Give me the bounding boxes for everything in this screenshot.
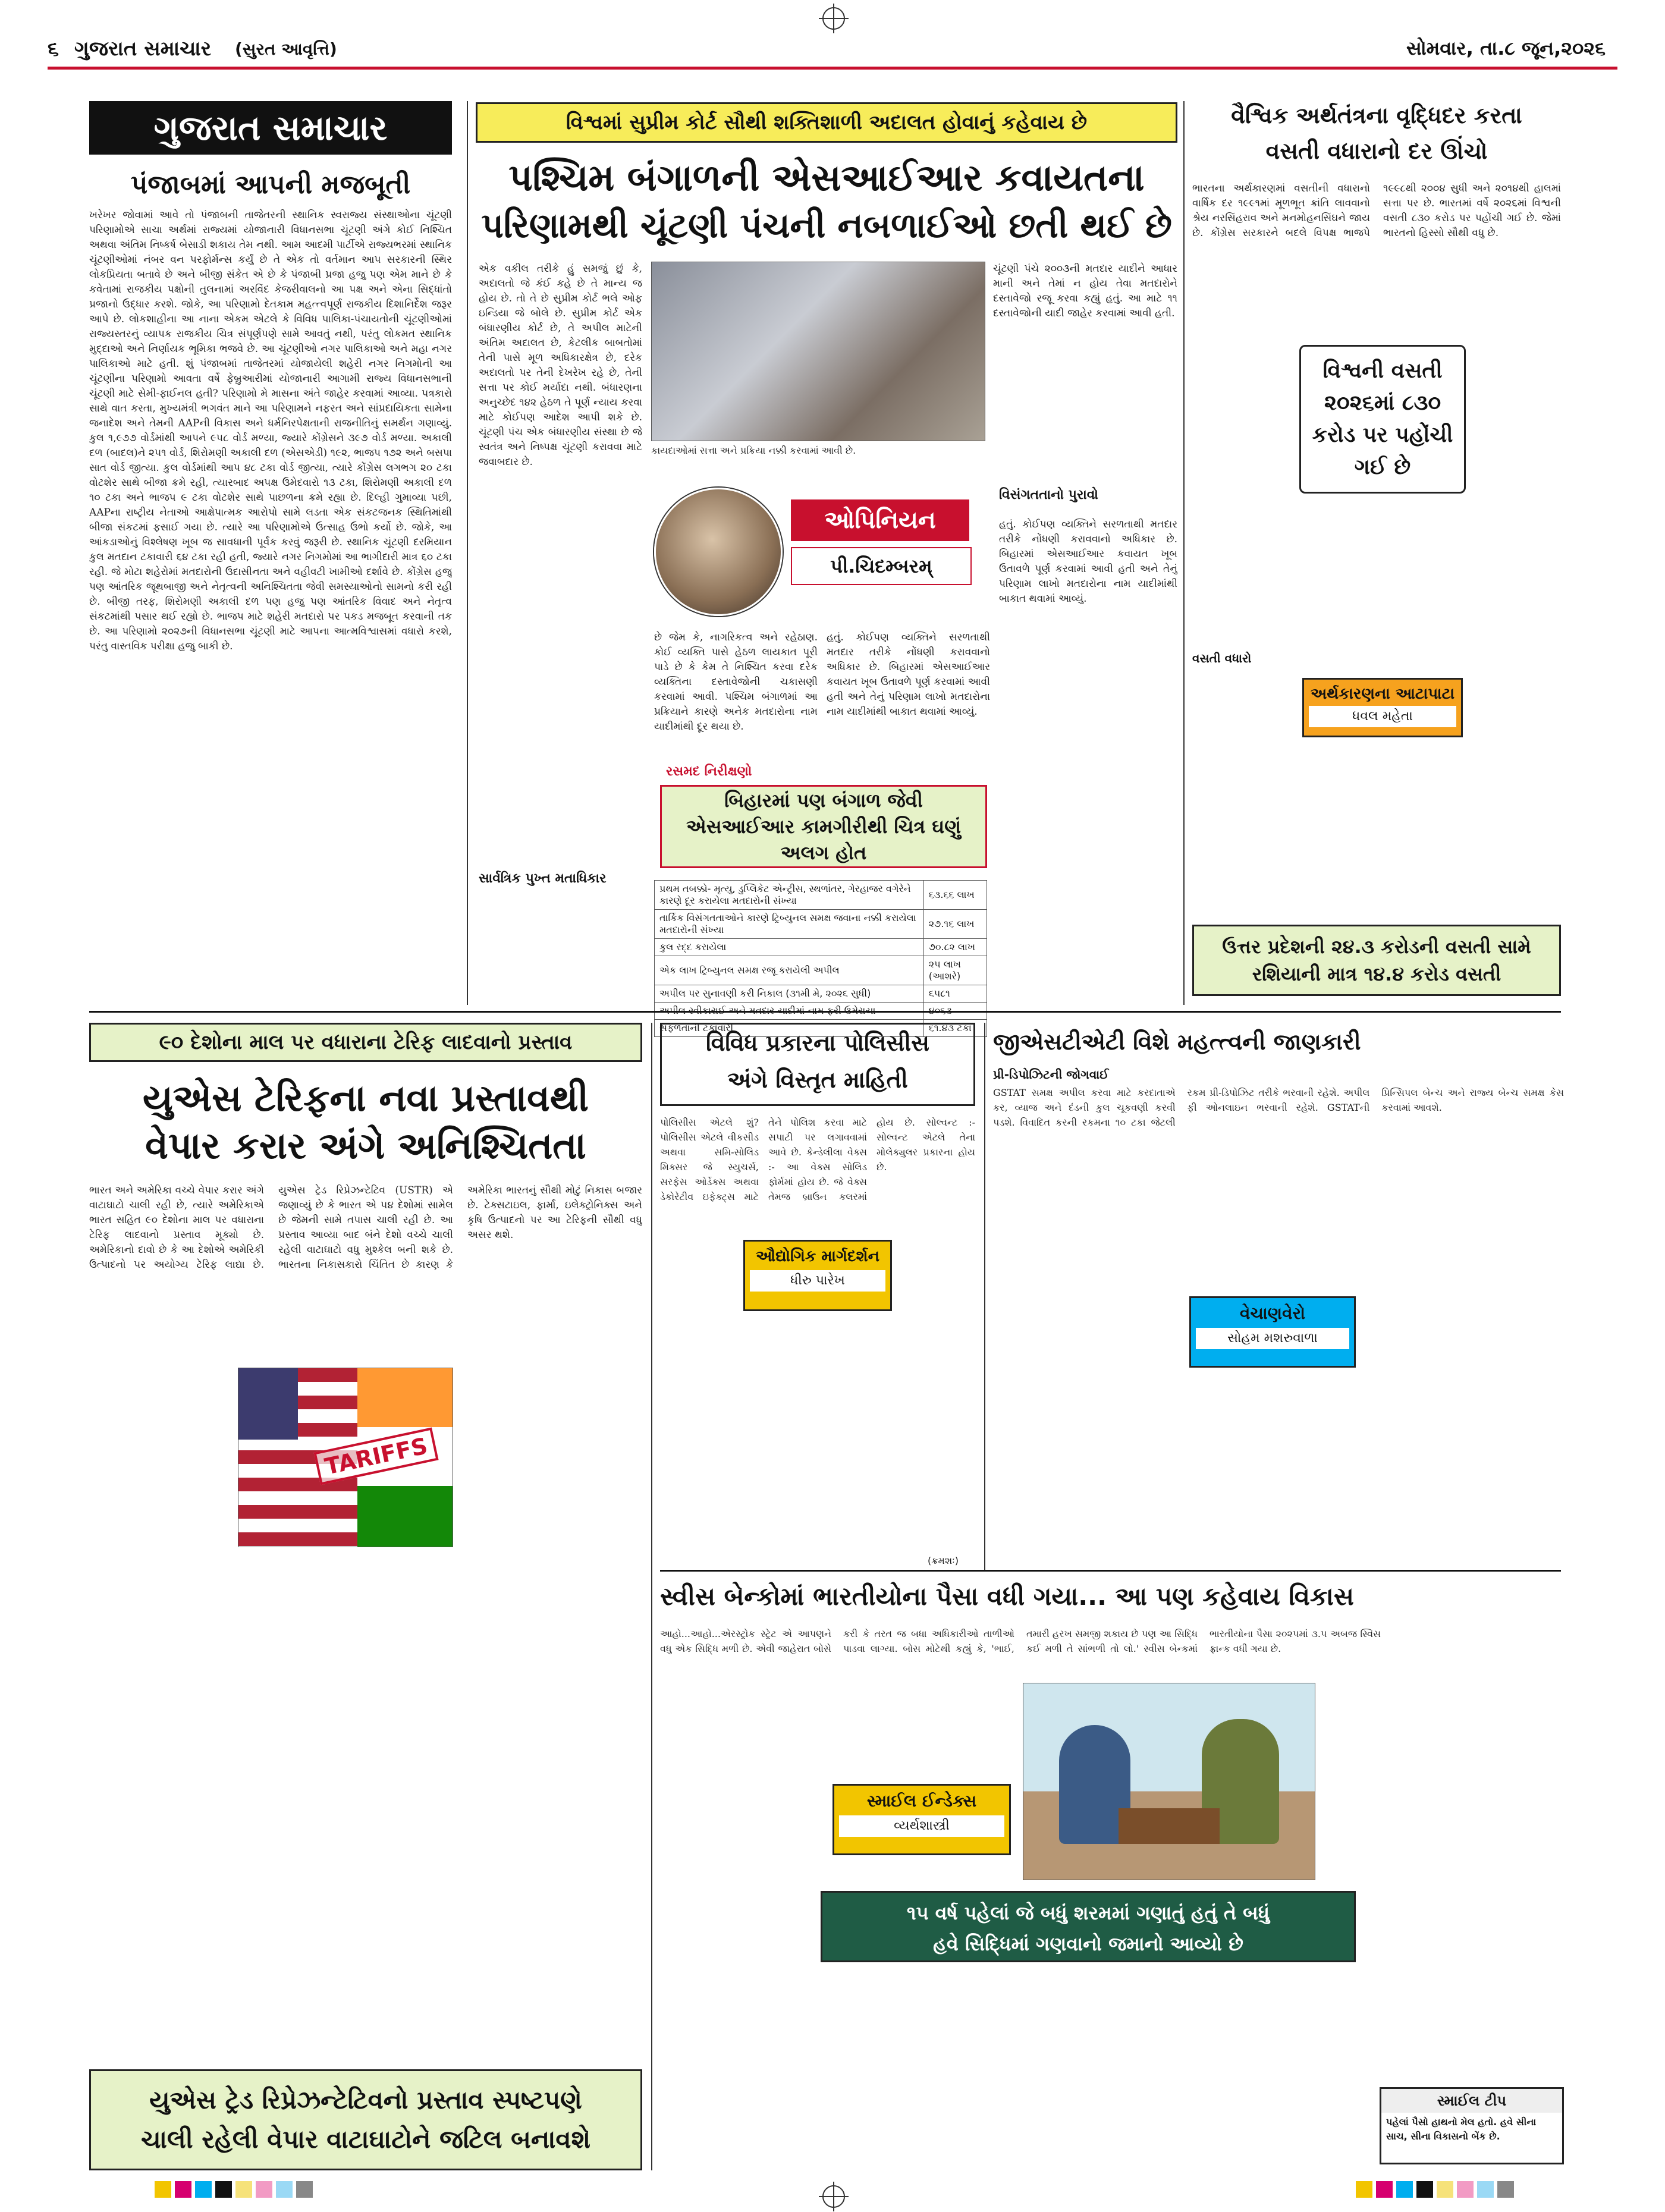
swatch-13	[1437, 2181, 1453, 2198]
facts-value: ૨૫ લાખ (આશરે)	[923, 956, 987, 985]
facts-row	[655, 881, 987, 910]
facts-value: ૬૧.૪૩ ટકા	[923, 1020, 987, 1037]
header-rule	[48, 67, 1617, 70]
mid-rule	[89, 1011, 1561, 1013]
facts-table	[654, 880, 987, 1037]
opinion-label: ઓપિનિયન	[791, 499, 969, 541]
facts-label: સફળતાની ટકાવારી	[655, 1020, 924, 1037]
swiss-pull-2: હવે સિદ્ધિમાં ગણવાનો જમાનો આવ્યો છે	[933, 1933, 1243, 1955]
pull-quote-text: બિહારમાં પણ બંગાળ જેવી એસઆઈઆર કામગીરીથી ચિત્ર ઘણું અલગ હોત	[686, 789, 961, 864]
facts-row	[655, 910, 987, 939]
swatch-2	[175, 2181, 191, 2198]
population-headline-1: વૈશ્વિક અર્થતંત્રના વૃદ્ધિદર કરતા	[1231, 102, 1522, 128]
news-photo	[651, 262, 985, 441]
page-number: ૬	[48, 37, 59, 61]
pull-quote-box	[660, 785, 987, 868]
swatch-10	[1376, 2181, 1393, 2198]
lower-rule	[660, 1570, 1561, 1572]
col-divider-4	[984, 1023, 985, 1570]
facts-value: ૬૫૮૧	[923, 985, 987, 1003]
population-subhead: વસતી વધારો	[1192, 651, 1252, 665]
population-bottom-box	[1192, 925, 1561, 996]
editorial-title: પંજાબમાં આપની મજબૂતી	[130, 169, 411, 200]
swatch-1	[155, 2181, 171, 2198]
subhead-universal-franchise: સાર્વત્રિક પુખ્ત મતાધિકાર	[479, 871, 607, 886]
swiss-cartoon	[1023, 1683, 1315, 1880]
tariff-bottom-box	[89, 2069, 642, 2170]
policies-column-badge	[743, 1240, 892, 1311]
tariff-bottom-1: યુએસ ટ્રેડ રિપ્રેઝન્ટેટિવનો પ્રસ્તાવ સ્પષ્ટપણે	[149, 2085, 582, 2114]
tariff-headline-1: યુએસ ટેરિફના નવા પ્રસ્તાવથી	[142, 1076, 589, 1120]
swatch-5	[235, 2181, 252, 2198]
tariff-stamp: TARIFFS	[313, 1428, 438, 1485]
facts-label: એક લાખ ટ્રિબ્યુનલ સમક્ષ રજૂ કરાયેલી અપીલ	[655, 956, 924, 985]
swatch-14	[1457, 2181, 1474, 2198]
top-story-col-5: હતું. કોઈપણ વ્યક્તિને સરળતાથી મતદાર તરીકે નોંધણી કરાવવાનો અધિકાર છે. બિહારમાં એસઆઈઆર કવાયત ખૂબ ઉતાવળે પૂર્ણ કરવામાં આવી હતી અને તેનું પરિણામ લાખો મતદારોના નામ યાદીમાંથી બાકાત થવામાં આવ્યું.	[999, 519, 1177, 605]
policies-headline-box	[660, 1023, 975, 1106]
column-label: અર્થકારણના આટાપાટા	[1310, 685, 1455, 703]
swiss-pull-1: ૧૫ વર્ષ પહેલાં જે બધું શરમમાં ગણાતું હતું તે બધું	[906, 1902, 1270, 1924]
callout-text: વિશ્વની વસતી ૨૦૨૬માં ૮૩૦ કરોડ પર પહોંચી ગઈ છે	[1312, 359, 1453, 479]
population-headline-2: વસતી વધારાનો દર ઊંચો	[1265, 138, 1488, 164]
facts-label: પ્રથમ તબક્કો- મૃત્યુ, ડુપ્લિકેટ એન્ટ્રીસ, સ્થળાંતર, ગેરહાજર વગેરેને કારણે દૂર કરાયેલા મતદારોની સંખ્યા	[655, 881, 924, 910]
swatch-6	[256, 2181, 272, 2198]
issue-date: સોમવાર, તા.૮ જૂન,૨૦૨૬	[1406, 37, 1606, 59]
swiss-body: આહો...આહો...એરસ્ટ્રોક સ્ટ્રેટ એ આપણને વધુ એક સિદ્ધિ મળી છે. એવી જાહેરાત બોસે કરી કે તરત જ બધા અધિકારીઓ તાળીઓ પાડવા લાગ્યા. બોસ મોટેથી કહ્યું કે, 'ભાઈ, તમારી હરખ સમજી શકાય છે પણ આ સિદ્ધિ કઈ મળી તે સાંભળી તો લો.' સ્વીસ બેન્કમાં ભારતીયોના પૈસા ૨૦૨૫માં ૩.૫ અબજ સ્વિસ ફ્રાન્ક વધી ગયા છે.	[660, 1628, 1381, 1654]
swiss-column-badge	[832, 1784, 1011, 1855]
cartoon-table	[1119, 1808, 1220, 1844]
swatch-7	[276, 2181, 293, 2198]
policies-column-label: ઔદ્યોગિક માર્ગદર્શન	[756, 1248, 879, 1265]
photo-caption: કાયદાઓમાં સત્તા અને પ્રક્રિયા નક્કી કરવામાં આવી છે.	[651, 445, 856, 456]
facts-label: તાર્કિક વિસંગતતાઓને કારણે ટ્રિબ્યુનલ સમક્ષ જવાના નક્કી કરાયેલા મતદારોની સંખ્યા	[655, 910, 924, 939]
facts-label: કુલ રદ્દ કરાયેલા	[655, 939, 924, 956]
gst-column-label: વેચાણવેરો	[1239, 1303, 1306, 1323]
editorial-body: ખરેખર જોવામાં આવે તો પંજાબની તાજેતરની સ્થાનિક સ્વરાજ્ય સંસ્થાઓના ચૂંટણી પરિણામોએ સાચા અર્થમાં રાજ્યમાં યોજાનારી વિધાનસભા ચૂંટણી અંગે કોઈ નિશ્ચિત અથવા અંતિમ નિષ્કર્ષ બેસાડી શકાય તેમ નથી. આમ આદમી પાર્ટીએ રાજ્યભરમાં સ્થાનિક ચૂંટણીઓમાં નંબર વન પરફોર્મન્સ કર્યું છે તે એક તો વર્તમાન આપ સરકારની સ્થિર લોકપ્રિયતા બતાવે છે અને બીજી સંકેત એ છે કે પંજાબી પ્રજા હજુ પણ એમ માને છે કે કવેતામાં રાજકીય પક્ષોની તુલનામાં અરવિંદ કેજરીવાલનો આ પક્ષ અને એના સિદ્ધાંતો પ્રજાનો ઉદ્ધાર કરશે. જોકે, આ પરિણામો દેતકામ મહત્ત્વપૂર્ણ રાજકીય દિશાનિર્દેશ જરૂર આપે છે. લોકશાહીના આ નાના એકમ એટલે કે વિવિધ પાલિકા-પંચાયતોની ચૂંટણીઓમાં રાજ્યસ્તરનું વ્યાપક રાજકીય ચિત્ર સંપૂર્ણપણે સામે આવતું નથી, પરંતુ લોકમત સ્થાનિક મુદ્દાઓ અને નિર્ણાયક ભૂમિકા ભજવે છે. આ ચૂંટણીઓ નગર પાલિકાઓ અને મહા નગર પાલિકાઓ માટે હતી. શું પંજાબમાં તાજેતરમાં યોજાયેલી શહેરી નગર નિગમોની આ ચૂંટણીના પરિણામો આવતા વર્ષે ફેબ્રુઆરીમાં યોજાનારી આગામી રાજ્ય વિધાનસભાની ચૂંટણી માટે સેમી-ફાઈનલ હતી? પરિણામો મે માસના અંતે જાહેર કરવામાં આવ્યા. પત્રકારો સાથે વાત કરતા, મુખ્યમંત્રી ભગવંત માને આ પરિણામને નફરત અને સાંપ્રદાયિકતા સામેના જનાદેશ અને તેમની AAPની વિકાસ અને ધર્મનિરપેક્ષતાની રાજનીતિનું સમર્થન ગણાવ્યું. કુલ ૧,૯૭૭ વોર્ડમાંથી આપને ૯૫૮ વોર્ડ મળ્યા, જ્યારે કોંગ્રેસને ૩૯૭ વોર્ડ મળ્યા. અકાલી દળ (બાદલ)ને ૨૫૧ વોર્ડ, શિરોમણી અકાલી દળ (એસએડી) ૧૯૨, ભાજપ ૧૭૨ અને બસપા સાત વોર્ડ જીત્યા. કુલ વોર્ડમાંથી આપ ૪૮ ટકા વોર્ડ જીત્યા, ત્યારે કોંગ્રેસ લગભગ ૨૦ ટકા વોટશેર સાથે બીજા ક્રમે રહી, ત્યારબાદ અપક્ષ ઉમેદવારો ૧૩ ટકા, શિરોમણી અકાલી દળ ૧૦ ટકા અને ભાજપ ૯ ટકા વોટશેર સાથે પાછળના ક્રમે રહ્યા છે. દિલ્હી ગુમાવ્યા પછી, AAPના રાષ્ટ્રીય નેતાઓ આક્ષેપાત્મક આરોપો સામે લડતા એક સંકટજનક સ્થિતિમાંથી બીજા સંકટમાં ફસાઈ ગયા છે. ત્યારે આ પરિણામોએ ઉત્સાહ ઉભો કર્યો છે. જોકે, આ આંકડાઓનું વિશ્લેષણ ખૂબ જ સાવધાની પૂર્વક કરવું જરૂરી છે. સ્થાનિક ચૂંટણી દરમિયાન કુલ મતદાન ટકાવારી ૬૪ ટકા રહી હતી, જ્યારે નગર નિગમોમાં આ ભાગીદારી માત્ર ૬૦ ટકા રહી. જે મોટા શહેરોમાં મતદારોની ઉદાસીનતા અને વહીવટી ખામીઓ દર્શાવે છે. કોંગ્રેસ હજુ પણ આંતરિક જૂથબાજી અને નેતૃત્વની અનિશ્ચિતતા જેવી સમસ્યાઓનો સામનો કરી રહી છે. બીજી તરફ, શિરોમણી અકાલી દળ પણ હજુ પણ આંતરિક વિવાદ અને નેતૃત્વ સંકટમાંથી પસાર થઈ રહ્યો છે. ભાજપ માટે શહેરી મતદારો પર પકડ મજબૂત કરવાની તક છે. આ પરિણામો ૨૦૨૭ની વિધાનસભા ચૂંટણી માટે આપના આત્મવિશ્વાસમાં વધારો કરશે, પરંતુ વાસ્તવિક પરીક્ષા હજુ બાકી છે.	[89, 209, 452, 652]
policies-headline-2: અંગે વિસ્તૃત માહિતી	[727, 1067, 908, 1093]
tariff-kicker	[89, 1023, 642, 1062]
edition-label: (સુરત આવૃત્તિ)	[235, 39, 337, 59]
facts-row	[655, 939, 987, 956]
color-bar-bottom-left	[155, 2181, 316, 2200]
col-divider-3	[651, 1023, 652, 2170]
subhead-evidence: વિસંગતતાનો પુરાવો	[999, 488, 1098, 502]
swiss-headline: સ્વીસ બેન્કોમાં ભારતીયોના પૈસા વધી ગયા... આ પણ કહેવાય વિકાસ	[660, 1582, 1354, 1611]
tariff-image	[238, 1368, 453, 1547]
top-story-col-2: છે જેમ કે, નાગરિકત્વ અને રહેઠાણ. કોઈ વ્યક્તિ પાસે હેઠળ લાયકાત પૂરી પાડે છે કે કેમ તે નિશ્ચિત કરવા દરેક વ્યક્તિના દસ્તાવેજોની ચકાસણી કરવામાં આવી. પશ્ચિમ બંગાળમાં આ પ્રક્રિયાને કારણે અનેક મતદારોના નામ યાદીમાંથી દૂર થયા છે.	[654, 631, 818, 733]
top-story-col-4: હતું. કોઈપણ વ્યક્તિને સરળતાથી મતદાર તરીકે નોંધણી કરાવવાનો અધિકાર છે. બિહારમાં એસઆઈઆર કવાયત ખૂબ ઉતાવળે પૂર્ણ કરવામાં આવી હતી અને તેનું પરિણામ લાખો મતદારોના નામ યાદીમાંથી બાકાત થવામાં આવ્યું.	[827, 631, 990, 718]
facts-value: ૨૭.૧૬ લાખ	[923, 910, 987, 939]
facts-row	[655, 985, 987, 1003]
swatch-3	[195, 2181, 212, 2198]
tariff-body: ભારત અને અમેરિકા વચ્ચે વેપાર કરાર અંગે વાટાઘાટો ચાલી રહી છે, ત્યારે અમેરિકાએ ભારત સહિત ૯૦ દેશોના માલ પર વધારાના ટેરિફ લાદવાનો પ્રસ્તાવ મૂક્યો છે. અમેરિકાનો દાવો છે કે આ દેશોએ અમેરિકી ઉત્પાદનો પર અયોગ્ય ટેરિફ લાદ્યા છે. યુએસ ટ્રેડ રિપ્રેઝન્ટેટિવ (USTR) એ જણાવ્યું છે કે ભારત એ ૫૪ દેશોમાં સામેલ છે જેમની સામે તપાસ ચાલી રહી છે. આ પ્રસ્તાવ આવ્યા બાદ બંને દેશો વચ્ચે ચાલી રહેલી વાટાઘાટો વધુ મુશ્કેલ બની શકે છે. ભારતના નિકાસકારો ચિંતિત છે કારણ કે અમેરિકા ભારતનું સૌથી મોટું નિકાસ બજાર છે. ટેક્સટાઇલ, ફાર્મા, ઇલેક્ટ્રોનિક્સ અને કૃષિ ઉત્પાદનો પર આ ટેરિફની સૌથી વધુ અસર થશે.	[89, 1184, 642, 1271]
top-story-col-1: એક વકીલ તરીકે હું સમજું છું કે, અદાલતો જે કંઈ કહે છે તે માન્ય જ હોય છે. તો તે છે સુપ્રીમ કોર્ટ ભલે ઓફ ઇન્ડિયા જે બોલે છે. સુપ્રીમ કોર્ટ એક બંધારણીય કોર્ટ છે, તે અપીલ માટેની અંતિમ અદાલત છે, કેટલીક બાબતોમાં તેની પાસે મૂળ અધિકારક્ષેત્ર છે, દરેક અદાલતો પર તેની દેખરેખ રહે છે, તેની સત્તા પર કોઈ મર્યાદા નથી. બંધારણના અનુચ્છેદ ૧૪૨ હેઠળ તે પૂર્ણ ન્યાય કરવા માટે કોઈપણ આદેશ આપી શકે છે. ચૂંટણી પંચ એક બંધારણીય સંસ્થા છે જે સ્વતંત્ર અને નિષ્પક્ષ ચૂંટણી કરાવવા માટે જવાબદાર છે.	[479, 263, 642, 468]
column-author: ધવલ મહેતા	[1309, 706, 1456, 727]
gst-body: GSTAT સમક્ષ અપીલ કરવા માટે કરદાતાએ કર, વ્યાજ અને દંડની કુલ ચૂકવણી કરવી પડશે. વિવાદિત કરની રકમના ૧૦ ટકા જેટલી રકમ પ્રી-ડિપોઝિટ તરીકે ભરવાની રહેશે. અપીલ ફી ઓનલાઇન ભરવાની રહેશે. GSTATની પ્રિન્સિપલ બેન્ચ અને રાજ્ય બેન્ચ સમક્ષ કેસ કરવામાં આવશે.	[993, 1087, 1564, 1128]
top-story-headline-2: પરિણામથી ચૂંટણી પંચની નબળાઈઓ છતી થઈ છે	[481, 205, 1172, 246]
smile-tip-box	[1380, 2087, 1564, 2164]
color-bar-bottom-right	[1356, 2181, 1518, 2200]
tariff-bottom-2: ચાલી રહેલી વેપાર વાટાઘાટોને જટિલ બનાવશે	[141, 2125, 590, 2154]
policies-body: પોલિસીસ એટલે શું? પોલિસીસ એટલે વીકસીડ અથવા સમિ-સોલિડ મિક્સર જે સ્યુચર્સ, સરફેસ ઓર્ડેક્સ અથવા ડેકોરેટીવ ઇફેક્ટ્સ માટે તેને પોલિશ કરવા માટે સપાટી પર લગાવવામાં આવે છે. કેન્ડેલીલા વેક્સ :- આ વેક્સ સોલિડ ફોર્મમાં હોય છે. જે વેક્સ તેમજ બ્રાઉન કલરમાં હોય છે. સોલ્વન્ટ :- સોલ્વન્ટ એટલે તેના મોલેક્યુલર પ્રકારના હોય છે.	[660, 1117, 975, 1202]
facts-row	[655, 956, 987, 985]
column-badge-arthkaran	[1302, 678, 1463, 737]
swatch-12	[1416, 2181, 1433, 2198]
facts-label: અપીલ પર સુનાવણી કરી નિકાલ (૩૧મી મે, ૨૦૨૬ સુધી)	[655, 985, 924, 1003]
population-body: ભારતના અર્થકારણમાં વસતીની વધારાનો વાર્ષિક દર ૧૯૯૧માં મૂળભૂત ક્રાંતિ લાવવાનો શ્રેય નરસિંહરાવ અને મનમોહનસિંઘને જાય છે. કોંગ્રેસ સરકારને બદલે વિપક્ષ ભાજપે ૧૯૯૮થી ૨૦૦૪ સુધી અને ૨૦૧૪થી હાલમાં સત્તા પર છે. ભારતમાં વર્ષે ૨૦૨૬માં વિશ્વની વસતી ૮૩૦ કરોડ પર પહોંચી ગઈ છે. જેમાં ભારતનો હિસ્સો સૌથી વધુ છે.	[1192, 183, 1561, 239]
top-story-col-3: ચૂંટણી પંચે ૨૦૦૩ની મતદાર યાદીને આધાર માની અને તેમાં ન હોય તેવા મતદારોને દસ્તાવેજો રજૂ કરવા કહ્યું હતું. આ માટે ૧૧ દસ્તાવેજોની યાદી જાહેર કરવામાં આવી હતી.	[993, 263, 1177, 319]
tariff-kicker-text: ૯૦ દેશોના માલ પર વધારાના ટેરિફ લાદવાનો પ્રસ્તાવ	[159, 1030, 573, 1054]
swatch-4	[215, 2181, 232, 2198]
top-story-kicker	[476, 102, 1177, 143]
opinion-author: પી.ચિદમ્બરમ્	[791, 547, 972, 585]
masthead-text: ગુજરાત સમાચાર	[153, 107, 388, 148]
policies-headline-1: વિવિધ પ્રકારના પોલિસીસ	[706, 1030, 929, 1056]
swatch-16	[1497, 2181, 1514, 2198]
registration-mark-top	[822, 7, 845, 30]
swatch-15	[1477, 2181, 1494, 2198]
gst-column-badge	[1189, 1296, 1356, 1368]
col-divider-1	[467, 101, 468, 1005]
us-flag-canton	[238, 1368, 298, 1440]
top-story-headline-1: પશ્ચિમ બંગાળની એસઆઈઆર કવાયતના	[508, 156, 1145, 199]
col-divider-2	[1183, 101, 1185, 1005]
kicker-text: વિશ્વમાં સુપ્રીમ કોર્ટ સૌથી શક્તિશાળી અદાલત હોવાનું કહેવાય છે	[566, 111, 1088, 134]
subhead-observations: રસમદ નિરીક્ષણો	[666, 764, 752, 779]
gst-subhead: પ્રી-ડિપોઝિટની જોગવાઈ	[993, 1067, 1109, 1082]
facts-value: ૬૩.૬૬ લાખ	[923, 881, 987, 910]
smile-tip-label: સ્માઈલ ટીપ	[1381, 2089, 1562, 2113]
paper-name-small: ગુજરાત સમાચાર	[74, 37, 212, 61]
policies-author: ધીરુ પારેખ	[750, 1270, 885, 1292]
swiss-pull-quote	[821, 1891, 1356, 1962]
gst-author: સોહમ મશરુવાળા	[1196, 1328, 1349, 1349]
tariff-headline-2: વેપાર કરાર અંગે અનિશ્ચિતતા	[145, 1124, 586, 1167]
masthead	[89, 101, 452, 155]
population-bottom-text: ઉત્તર પ્રદેશની ૨૪.૩ કરોડની વસતી સામે રશિયાની માત્ર ૧૪.૪ કરોડ વસતી	[1222, 935, 1531, 985]
registration-mark-bottom	[822, 2185, 845, 2208]
facts-value: ૭૦.૮૨ લાખ	[923, 939, 987, 956]
population-callout	[1299, 345, 1466, 494]
swiss-column-label: સ્માઈલ ઈન્ડેક્સ	[866, 1791, 977, 1811]
swatch-9	[1356, 2181, 1372, 2198]
swiss-author: વ્યર્થશાસ્ત્રી	[839, 1815, 1004, 1837]
swatch-8	[296, 2181, 313, 2198]
swatch-11	[1396, 2181, 1413, 2198]
author-photo	[654, 488, 783, 616]
gst-headline: જીએસટીએટી વિશે મહત્ત્વની જાણકારી	[993, 1029, 1361, 1055]
policies-credit: (ક્રમશઃ)	[928, 1555, 959, 1566]
smile-tip-text: પહેલાં પૈસો હાથનો મેલ હતો. હવે સીના સાચ, સીના વિકાસનો બેંક છે.	[1386, 2116, 1537, 2142]
